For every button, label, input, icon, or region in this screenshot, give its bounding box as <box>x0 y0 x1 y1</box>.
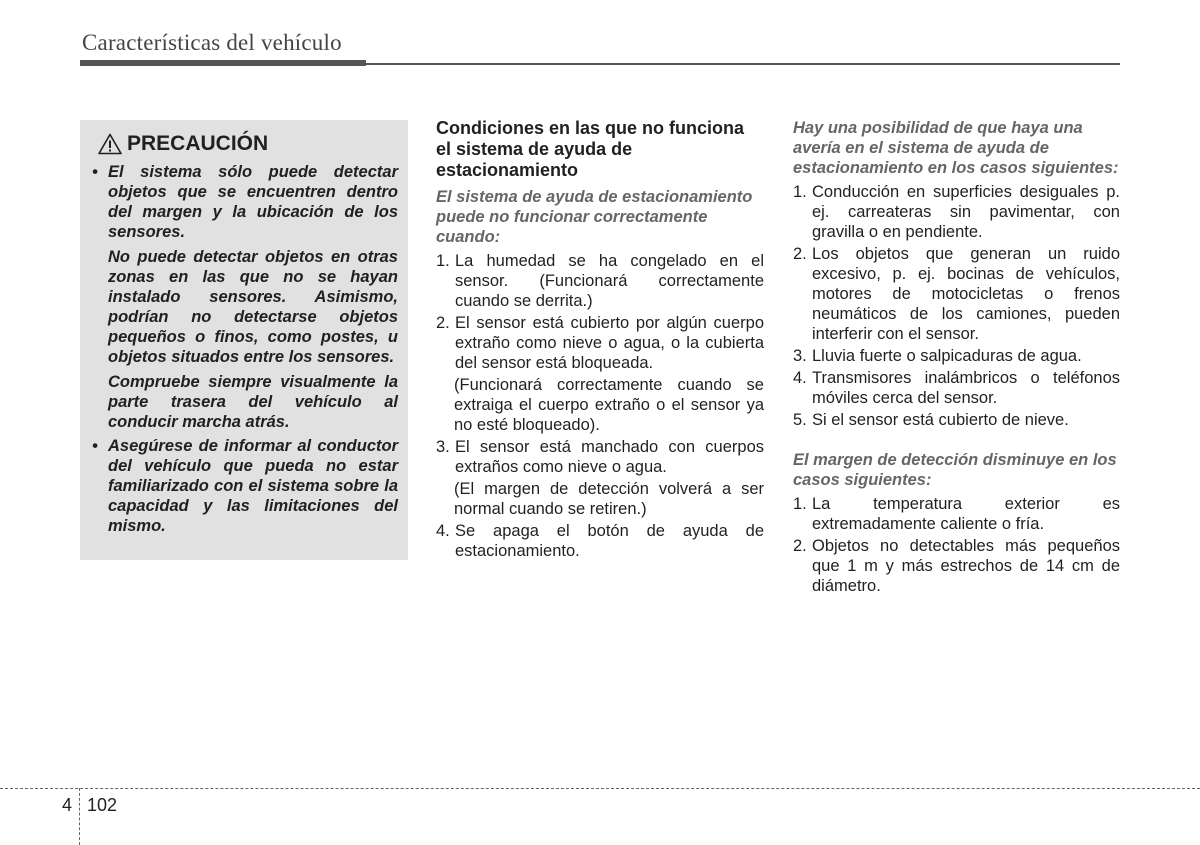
header-title: Características del vehículo <box>82 30 342 55</box>
sub-heading: Hay una posibilidad de que haya una avería en el sistema de ayuda de estacionamiento en los casos siguientes: <box>793 119 1119 177</box>
item-text: Objetos no detectables más pequeños que 1 m y más estrechos de 14 cm de diámetro. <box>812 537 1120 595</box>
item-text: Si el sensor está cubierto de nieve. <box>812 411 1069 429</box>
list-item <box>436 313 764 373</box>
list-item <box>793 244 1120 344</box>
item-text: Conducción en superficies desiguales p. ej. carreateras sin pavimentar, con gravilla o en pendiente. <box>812 183 1120 241</box>
header-rule-thin <box>366 63 1120 65</box>
list-item <box>793 346 1120 366</box>
item-text: El sensor está manchado con cuerpos extraños como nieve o agua. <box>455 438 764 476</box>
item-number: 1. <box>436 252 450 270</box>
section-heading: Condiciones en las que no funciona el sistema de ayuda de estacionamiento <box>436 118 745 180</box>
item-number: 3. <box>436 438 450 456</box>
item-text: La humedad se ha congelado en el sensor. (Funcionará correctamente cuando se derrita.) <box>455 252 764 310</box>
item-text: Los objetos que generan un ruido excesivo, p. ej. bocinas de vehículos, motores de motocicletas o frenos neumáticos de los camiones, pueden interferir con el sensor. <box>812 245 1120 343</box>
caution-item <box>90 162 398 432</box>
footer-divider <box>0 788 1200 789</box>
caution-box <box>80 120 408 560</box>
item-number: 5. <box>793 411 807 429</box>
item-note: (Funcionará correctamente cuando se extraiga el cuerpo extraño o el sensor ya no esté bloqueado). <box>454 376 764 434</box>
spacer <box>793 432 1120 450</box>
list-item <box>436 251 764 311</box>
caution-header <box>98 132 398 156</box>
sub-heading: El sistema de ayuda de estacionamiento puede no funcionar correctamente cuando: <box>436 188 753 246</box>
item-number: 2. <box>793 537 807 555</box>
list-item <box>793 182 1120 242</box>
caution-paragraph: Compruebe siempre visualmente la parte trasera del vehículo al conducir marcha atrás. <box>108 373 398 431</box>
list-item <box>793 368 1120 408</box>
item-number: 1. <box>793 495 807 513</box>
caution-title: PRECAUCIÓN <box>127 132 269 155</box>
header-rule-thick <box>80 60 366 66</box>
item-note: (El margen de detección volverá a ser normal cuando se retiren.) <box>454 480 764 518</box>
list-item <box>436 437 764 477</box>
page-number: 102 <box>87 795 118 815</box>
list-item <box>436 521 764 561</box>
item-text: Transmisores inalámbricos o teléfonos móviles cerca del sensor. <box>812 369 1120 407</box>
caution-paragraph: Asegúrese de informar al conductor del vehículo que pueda no estar familiarizado con el sistema sobre la capacidad y las limitaciones del mismo. <box>108 437 398 535</box>
column-conditions <box>436 118 764 563</box>
footer-vertical-divider <box>79 788 80 845</box>
item-text: Lluvia fuerte o salpicaduras de agua. <box>812 347 1082 365</box>
caution-paragraph: No puede detectar objetos en otras zonas en las que no se hayan instalado sensores. Asimismo, podrían no detectarse objetos pequeños o finos, como postes, u objetos situados entre los sensores. <box>108 248 398 366</box>
item-number: 4. <box>436 522 450 540</box>
item-text: Se apaga el botón de ayuda de estacionamiento. <box>455 522 764 560</box>
item-number: 1. <box>793 183 807 201</box>
item-number: 2. <box>436 314 450 332</box>
column-malfunction <box>793 118 1120 598</box>
warning-triangle-icon <box>98 133 122 155</box>
caution-item <box>90 436 398 536</box>
item-number: 2. <box>793 245 807 263</box>
item-number: 3. <box>793 347 807 365</box>
list-item <box>793 410 1120 430</box>
chapter-number: 4 <box>62 795 73 815</box>
caution-paragraph: El sistema sólo puede detectar objetos que se encuentren dentro del margen y la ubicación de los sensores. <box>108 163 398 241</box>
bullet: • <box>92 163 98 181</box>
list-item <box>793 494 1120 534</box>
item-text: La temperatura exterior es extremadamente caliente o fría. <box>812 495 1120 533</box>
item-text: El sensor está cubierto por algún cuerpo extraño como nieve o agua, o la cubierta del sensor está bloqueada. <box>455 314 764 372</box>
bullet: • <box>92 437 98 455</box>
item-number: 4. <box>793 369 807 387</box>
list-item <box>793 536 1120 596</box>
sub-heading: El margen de detección disminuye en los casos siguientes: <box>793 451 1117 489</box>
